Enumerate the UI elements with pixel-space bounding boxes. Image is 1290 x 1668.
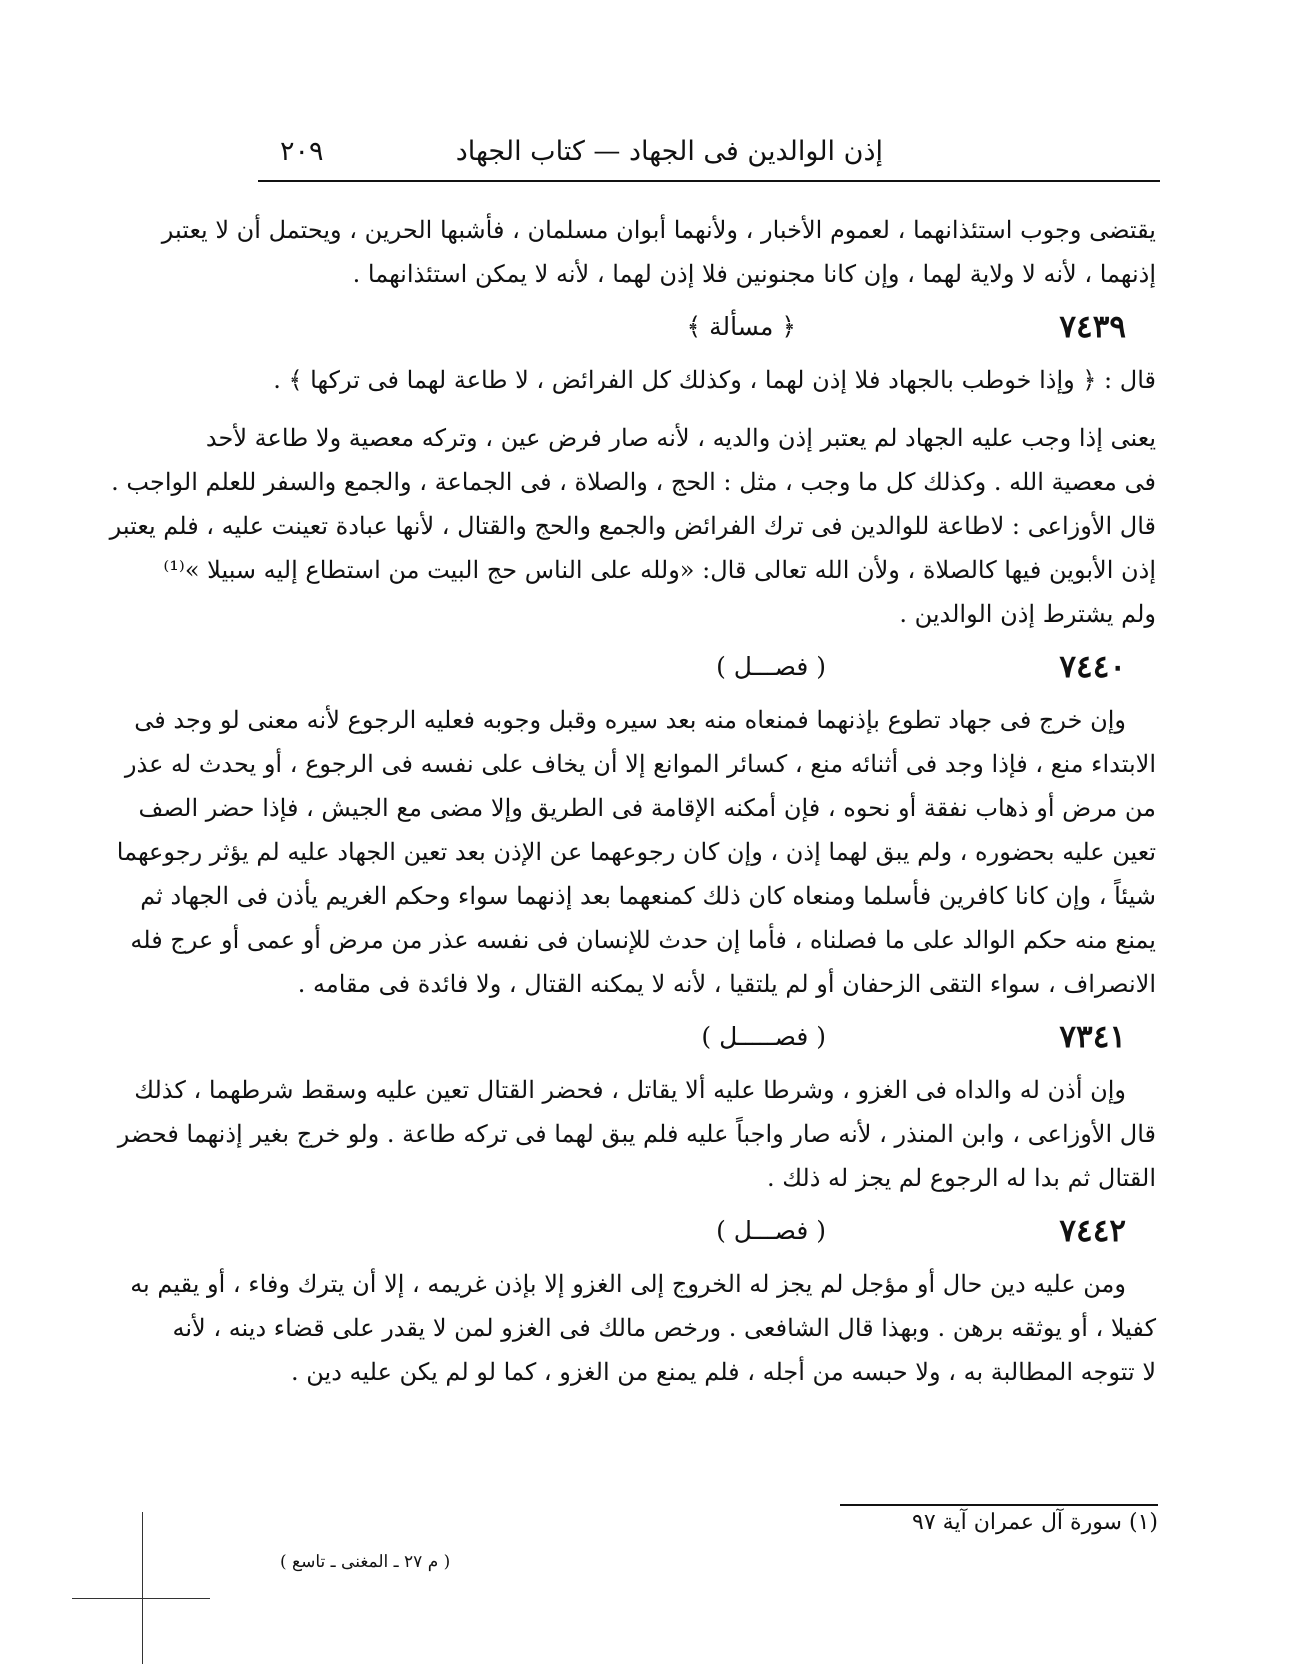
section-title: ( فصـــل ) xyxy=(716,1216,826,1245)
text-line: وإن أذن له والداه فى الغزو ، وشرطا عليه ألا يقاتل ، فحضر القتال تعين عليه وسقط شرطهما ، كذلك xyxy=(134,1076,1126,1104)
section-number: ٧٤٣٩ xyxy=(1059,309,1126,345)
crop-mark-vertical xyxy=(142,1512,143,1664)
paragraph xyxy=(161,208,1156,296)
section-heading-7440 xyxy=(258,636,1156,698)
printer-signature: ( م ٢٧ ـ المغنى ـ تاسع ) xyxy=(280,1552,451,1572)
text-line: قال الأوزاعى : لاطاعة للوالدين فى ترك الفرائض والجمع والحج والقتال ، لأنها عبادة تعينت عليه ، فلم يعتبر xyxy=(109,512,1156,540)
page-header xyxy=(258,128,1158,180)
text-line: يقتضى وجوب استئذانهما ، لعموم الأخبار ، ولأنهما أبوان مسلمان ، فأشبها الحرين ، ويحتمل أن لا يعتبر xyxy=(161,216,1156,244)
footnote-rule xyxy=(840,1504,1158,1506)
section-title: ( فصـــل ) xyxy=(716,652,826,681)
section-number: ٧٤٤٠ xyxy=(1059,649,1126,685)
text-line: لا تتوجه المطالبة به ، ولا حبسه من أجله ، فلم يمنع من الغزو ، كما لو لم يكن عليه دين . xyxy=(291,1358,1156,1386)
footnote: (١) سورة آل عمران آية ٩٧ xyxy=(912,1510,1158,1535)
section-heading-7341 xyxy=(258,1006,1156,1068)
text-line: شيئاً ، وإن كانا كافرين فأسلما ومنعاه كان ذلك كمنعهما بعد إذنهما سواء وحكم الغريم يأذن فى الجهاد ثم xyxy=(140,882,1156,910)
section-title: ﴿ مسألة ﴾ xyxy=(686,312,796,341)
text-line: إذنهما ، لأنه لا ولاية لهما ، وإن كانا مجنونين فلا إذن لهما ، لأنه لا يمكن استئذانهما . xyxy=(352,260,1156,288)
section-heading-7442 xyxy=(258,1200,1156,1262)
text-line: قال الأوزاعى ، وابن المنذر ، لأنه صار واجباً عليه فلم يبق لهما فى تركه طاعة . ولو خرج بغير إذنهما فحضر xyxy=(117,1120,1156,1148)
text-line: الابتداء منع ، فإذا وجد فى أثنائه منع ، كسائر الموانع إلا أن يخاف على نفسه فى الرجوع ، أو يحدث له عذر xyxy=(124,750,1156,778)
text-line: يمنع منه حكم الوالد على ما فصلناه ، فأما إن حدث للإنسان فى نفسه عذر من مرض أو عمى أو عرج فله xyxy=(130,926,1156,954)
paragraph-gap xyxy=(258,402,1156,416)
text-line: تعين عليه بحضوره ، ولم يبق لهما إذن ، وإن كان رجوعهما عن الإذن بعد تعين الجهاد عليه لم يؤثر رجوعهما xyxy=(116,838,1156,866)
section-heading-7439 xyxy=(258,296,1156,358)
page-body xyxy=(109,208,1156,1394)
section-number: ٧٤٤٢ xyxy=(1059,1213,1126,1249)
text-line: يعنى إذا وجب عليه الجهاد لم يعتبر إذن والديه ، لأنه صار فرض عين ، وتركه معصية ولا طاعة لأحد xyxy=(205,424,1156,452)
text-line: قال : ﴿ وإذا خوطب بالجهاد فلا إذن لهما ، وكذلك كل الفرائض ، لا طاعة لهما فى تركها ﴾ . xyxy=(273,366,1156,394)
section-title: ( فصـــــل ) xyxy=(701,1022,826,1051)
text-line: فى معصية الله . وكذلك كل ما وجب ، مثل : الحج ، والصلاة ، فى الجماعة ، والجمع والسفر للعلم الواجب . xyxy=(111,468,1156,496)
crop-mark-horizontal xyxy=(72,1598,210,1599)
text-line: ومن عليه دين حال أو مؤجل لم يجز له الخروج إلى الغزو إلا بإذن غريمه ، إلا أن يترك وفاء ، أو يقيم به xyxy=(130,1270,1126,1298)
text-line: من مرض أو ذهاب نفقة أو نحوه ، فإن أمكنه الإقامة فى الطريق وإلا مضى مع الجيش ، فإذا حضر الصف xyxy=(138,794,1156,822)
paragraph xyxy=(117,1068,1156,1200)
paragraph xyxy=(258,358,1156,402)
section-number: ٧٣٤١ xyxy=(1059,1019,1126,1055)
header-rule xyxy=(258,180,1160,182)
text-line: وإن خرج فى جهاد تطوع بإذنهما فمنعاه منه بعد سيره وقبل وجوبه فعليه الرجوع لأنه معنى لو وجد فى xyxy=(134,706,1126,734)
paragraph xyxy=(111,416,1156,504)
text-line: ولم يشترط إذن الوالدين . xyxy=(899,600,1156,628)
page-number: ٢٠٩ xyxy=(280,136,324,167)
paragraph xyxy=(130,1262,1156,1394)
text-line: كفيلا ، أو يوثقه برهن . وبهذا قال الشافعى . ورخص مالك فى الغزو لمن لا يقدر على قضاء دينه ، لأنه xyxy=(172,1314,1156,1342)
paragraph xyxy=(116,698,1156,1006)
text-line: الانصراف ، سواء التقى الزحفان أو لم يلتقيا ، لأنه لا يمكنه القتال ، ولا فائدة فى مقامه . xyxy=(297,970,1156,998)
paragraph xyxy=(109,504,1156,636)
text-line: القتال ثم بدا له الرجوع لم يجز له ذلك . xyxy=(766,1164,1156,1192)
text-line: إذن الأبوين فيها كالصلاة ، ولأن الله تعالى قال: «ولله على الناس حج البيت من استطاع إليه سبيلا »⁽¹⁾ xyxy=(163,556,1156,584)
running-title: إذن الوالدين فى الجهاد — كتاب الجهاد xyxy=(455,136,883,167)
